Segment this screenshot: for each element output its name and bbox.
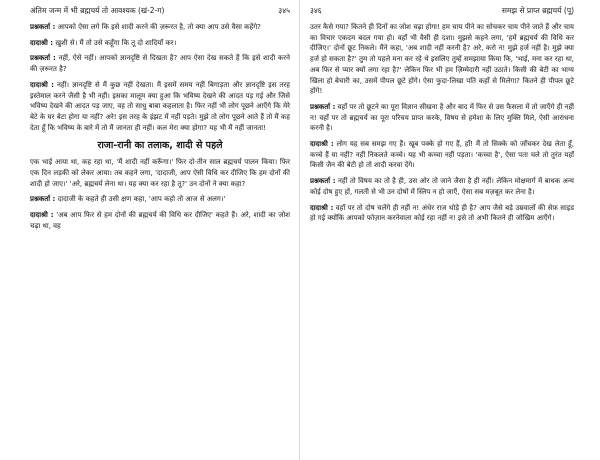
section-heading: राजा-रानी का तलाक, शादी से पहले [97,140,223,152]
narrative-paragraph [30,157,290,189]
left-page-number: ३४५ [278,6,290,15]
right-page [300,0,600,460]
dialogue-paragraph [30,53,290,74]
speaker-label: प्रश्नकर्ता : [310,177,336,186]
paragraph-text: वहाँ पर तो दोष चलेंगे ही नहीं न! अंधेर राज थोड़े ही है? आप जैसे बड़े उम्रवालों की सेफ़ साइड हो गई क्योंकि आपको फोज़ान करनेवाला कोई रहा नहीं न! इसे तो अभी कितने ही जोखिम आएँगे। [310,203,574,223]
left-header-title: अंतिम जन्म में भी ब्रह्मचर्य तो आवश्यक (खं-2-ग) [30,6,165,15]
speaker-label: प्रश्नकर्ता : [310,102,336,111]
speaker-label: दादाश्री : [310,140,334,149]
speaker-label: प्रश्नकर्ता : [30,23,56,31]
narrative-paragraph [310,22,574,97]
dialogue-paragraph [30,194,290,205]
paragraph-text: लोग यह सब समझ गए हैं। खूब पक्के हो गए हैं, हाँ! मैं तो सिक्के को जाँचकर देख लेता हूँ, कच्चे हैं या नहीं? नहीं निकलते कच्चे। यह भी कच्चा नहीं पड़ता। 'कच्चा है', ऐसा पता चले तो तुरंत यहाँ किसी जैन की बेटी हो तो शादी करवा देंगे। [310,140,574,170]
speaker-label: प्रश्नकर्ता : [30,195,56,204]
paragraph-text: वहाँ पर तो छूटने का पूरा विज्ञान सीखना है और बाद में फिर से उस फैसला में तो जाएँगे ही नहीं न! वहाँ पर तो ब्रह्मचर्य का पूरा परिचय प्राप्त करके, विषय से हमेशा के लिए मुक्ति मिले, ऐसी आराधना करनी है। [310,102,574,133]
right-header-title: समझ से प्राप्त ब्रह्मचर्य (पू) [501,6,574,15]
speaker-label: दादाश्री : [30,80,54,89]
paragraph-text: नहीं। ज्ञानदृष्टि से मैं कुछ नहीं देखता। मैं इसमें समय नहीं बिगाड़ता और ज्ञानदृष्टि इस तरह इस्तेमाल करने जैसी है भी नहीं। इसका मालूम क्या हुआ कि भविष्य देखने की आदत पड़ गई और जिसे भविष्य देखने की आदत पड़ जाए, वह तो साधु बाबा कहलाता है। फिर नहीं भी लोग पूछने आएँगे कि मेरे बेटे के घर बेटा होगा या नहीं? अरे! इस तरह के इंझट में नहीं पड़ते। मुझे तो लोग पूछने आते हैं तो मैं कह देता हूँ कि भविष्य के बारे में तो मैं जानता ही नहीं। कल मेरा क्या होगा? यह भी मैं नहीं जानता! [30,80,291,132]
paragraph-text: एक भाई आया था, कह रहा था, 'मैं शादी नहीं करूँगा।' फिर दो-तीन साल ब्रह्मचर्य पालन किया। फिर एक दिन लड़की को लेकर आया। तब कहने लगा, 'दादाजी, आप ऐसी विधि कर दीजिए कि हम दोनों की शादी हो जाए।' 'अरे, ब्रह्मचर्य लेना था। यह क्या कर रहा है तू?' उन दोनों ने क्या कहा? [30,158,290,188]
dialogue-paragraph [30,80,290,134]
speaker-label: दादाश्री : [30,211,54,220]
dialogue-paragraph [30,22,290,33]
dialogue-paragraph [310,203,574,224]
dialogue-paragraph [310,102,574,134]
paragraph-text: ख़ुशी से। मैं तो उसे कहूँगा कि तू दो शादियाँ कर। [55,38,177,47]
dialogue-paragraph [30,38,290,49]
speaker-label: दादाश्री : [30,38,54,47]
paragraph-text: 'अब आप फिर से हम दोनों की ब्रह्मचर्य की विधि कर दीजिए' कहते हैं। अरे, शादी का जोश चढ़ा था, वह [30,211,290,230]
speaker-label: दादाश्री : [310,203,334,212]
paragraph-text: नहीं तो विषय का तो है ही, उस ओर तो जाने जैसा है ही नहीं। लेकिन मोक्षमार्ग में बाधक अन्य कोई दोष हुए हों, गलती से भी उन दोषों में स्लिप न हो जाएँ, ऐसा सब मज़बूत कर लेना है। [310,177,574,196]
dialogue-paragraph [310,139,574,171]
paragraph-text: दादाजी के कहते ही उसी क्षण कहा, 'आप कहो तो आज से अलग।' [57,195,226,204]
right-page-number: ३४६ [310,6,322,15]
paragraph-text: उतर कैसे गया? कितने ही दिनों का जोश चढ़ा होगा! हम चाय पीने का सोचकर चाय पीने जाते हैं और चाय का विचार एकदम बदल गया हो। वहाँ भी वैसी ही दशा। मुझसे कहने लगा, 'हमें ब्रह्मचर्य की विधि कर दीजिए।' दोनों छूट निकले। मैंने कहा, 'अब शादी नहीं करनी है? अरे, करो न! मुझे हर्ज नहीं है। मुझे क्या हर्ज हो सकता है?' तुम तो पहले मना कर रहे थे इसलिए तुम्हें समझाया किया कि, 'भाई, मना कर रहा था, अब फिर से प्यार क्यों लगा रहा है?' लेकिन फिर भी हम ज़िम्मेदारी नहीं उठाते। किसी की बेटी का भाग्य खिला हो बेचारी का, उसमें पीपल छूटे होंगे। ऐसा फुदा-लिखा पति कहाँ से मिलेगा? कितने ही पीपल छूटे होंगे! [310,23,574,96]
dialogue-paragraph [310,176,574,197]
right-page-header [310,6,574,16]
paragraph-text: आपको ऐसा लगे कि इसे शादी करने की ज़रूरत है, तो क्या आप उसे वैसा कहेंगे? [57,23,261,31]
left-page-header [30,6,290,16]
speaker-label: प्रश्नकर्ता : [30,54,56,63]
dialogue-paragraph [30,210,290,231]
paragraph-text: नहीं, ऐसे नहीं। आपको ज्ञानदृष्टि से दिखता है? आप ऐसा देख सकते हैं कि इसे शादी करने की ज़रूरत है? [30,54,290,74]
